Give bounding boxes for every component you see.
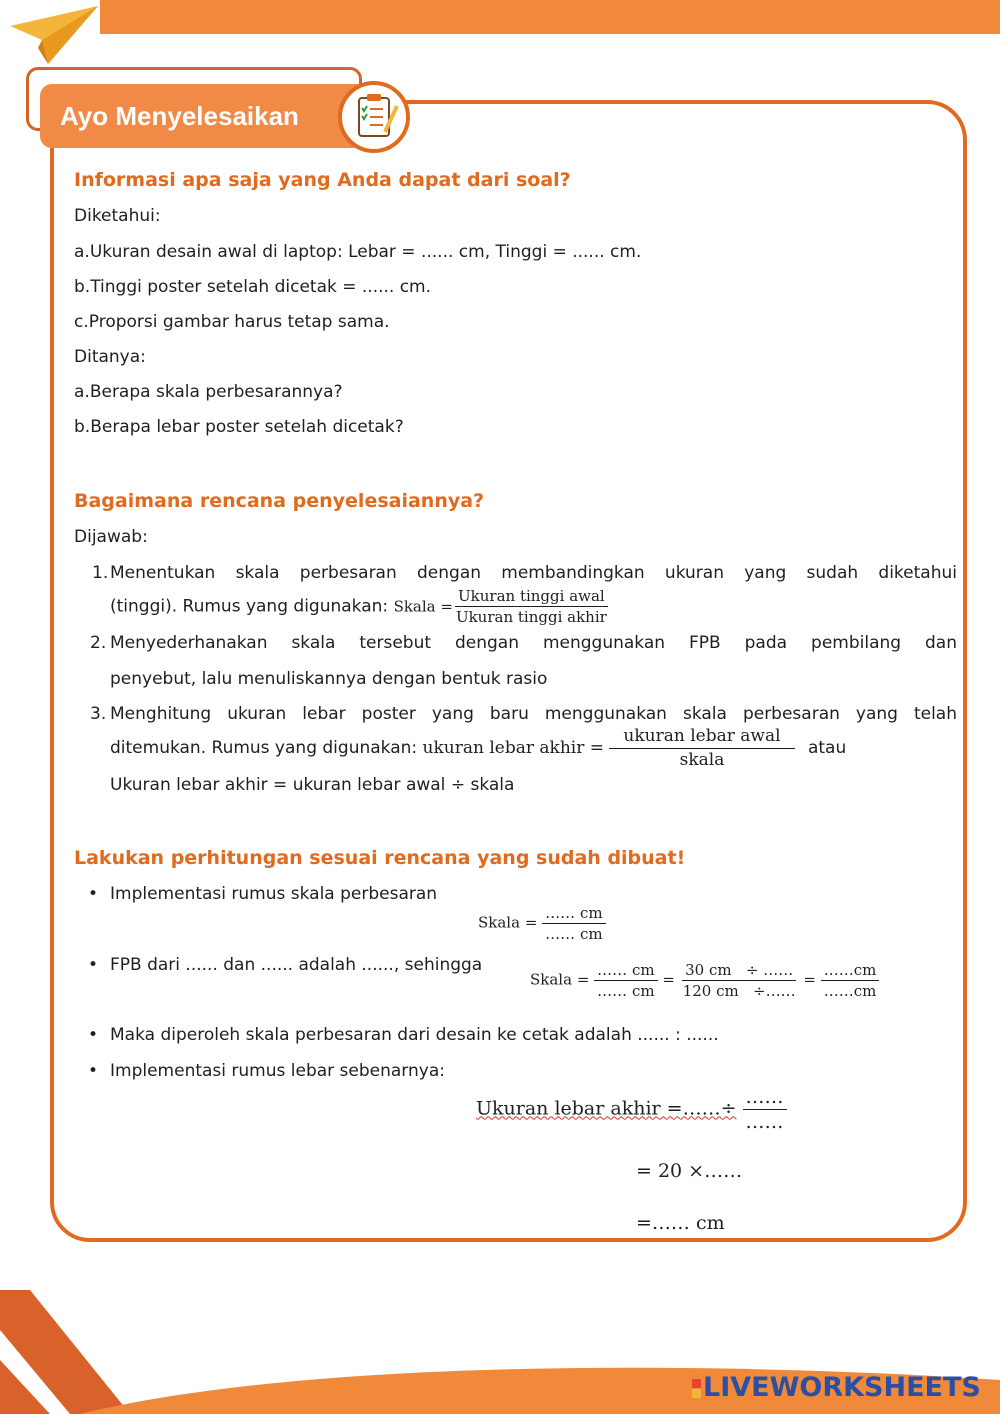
step-3-line-3: Ukuran lebar akhir = ukuran lebar awal ÷ skala: [110, 775, 515, 795]
fraction-numerator: …… cm: [594, 961, 657, 981]
fraction-denominator: 120 cm ÷……: [682, 982, 796, 1000]
known-item-b: b.Tinggi poster setelah dicetak = ...... cm.: [74, 277, 432, 297]
formula-lhs: Ukuran lebar akhir =……÷: [476, 1097, 737, 1120]
section-heading-informasi: Informasi apa saja yang Anda dapat dari soal?: [74, 169, 571, 191]
bullet-icon: •: [88, 1025, 99, 1045]
liveworksheets-logo: [692, 1372, 981, 1403]
step-2-line-2: penyebut, lalu menuliskannya dengan bentuk rasio: [110, 669, 548, 689]
top-banner-bar: [100, 0, 1000, 34]
step-number: 2.: [90, 633, 107, 653]
formula-lebar-fraction: [609, 726, 794, 770]
fraction-numerator: …… cm: [542, 904, 605, 924]
known-item-c: c.Proporsi gambar harus tetap sama.: [74, 312, 390, 332]
formula-fraction: [743, 1086, 787, 1133]
step-2-line-1: Menyederhanakan skala tersebut dengan menggunakan FPB pada pembilang dan: [110, 633, 957, 653]
formula-fpb-simplify: [530, 961, 879, 1000]
formula-skala-fraction: [453, 587, 610, 626]
paper-plane-icon: [8, 4, 100, 66]
fraction-numerator: Ukuran tinggi awal: [455, 587, 608, 607]
fraction-denominator: …… cm: [597, 982, 655, 1000]
formula-lebar-lhs: ukuran lebar akhir =: [422, 738, 604, 758]
step-3-line-1: Menghitung ukuran lebar poster yang baru menggunakan skala perbesaran yang telah: [110, 704, 957, 724]
question-a: a.Berapa skala perbesarannya?: [74, 382, 343, 402]
formula-lhs: Skala =: [530, 970, 590, 989]
step-number: 3.: [90, 704, 107, 724]
formula-lhs: Skala =: [478, 913, 538, 932]
formula-skala-lhs: Skala =: [393, 597, 453, 616]
fraction-numerator: ukuran lebar awal: [609, 726, 794, 749]
fraction-denominator: ……cm: [823, 982, 877, 1000]
step-3-line-2: [110, 726, 957, 770]
or-text: atau: [807, 738, 847, 758]
fraction-denominator: …… cm: [545, 925, 603, 943]
fraction-numerator: ……: [743, 1086, 787, 1110]
bullet-icon: •: [88, 955, 99, 975]
formula-skala-blank: [478, 904, 606, 943]
label-diketahui: Diketahui:: [74, 206, 161, 226]
calc-item-4: Implementasi rumus lebar sebenarnya:: [110, 1061, 445, 1081]
formula-fraction-3: [821, 961, 880, 1000]
label-dijawab: Dijawab:: [74, 527, 148, 547]
step-1-line-1: Menentukan skala perbesaran dengan membandingkan ukuran yang sudah diketahui: [110, 563, 957, 583]
calc-item-3: Maka diperoleh skala perbesaran dari desain ke cetak adalah ...... : ......: [110, 1025, 719, 1045]
question-b: b.Berapa lebar poster setelah dicetak?: [74, 417, 404, 437]
label-ditanya: Ditanya:: [74, 347, 146, 367]
logo-text: LIVEWORKSHEETS: [703, 1372, 981, 1403]
fraction-numerator: 30 cm ÷ ……: [682, 961, 796, 981]
formula-fraction-1: [594, 961, 657, 1000]
equals-sign: =: [662, 970, 675, 989]
formula-row-2: = 20 ×……: [636, 1160, 743, 1182]
bullet-icon: •: [88, 1061, 99, 1081]
fraction-numerator: ……cm: [821, 961, 880, 981]
section-tab-title: Ayo Menyelesaikan: [40, 84, 370, 148]
calc-item-2: FPB dari ...... dan ...... adalah ......, sehingga: [110, 955, 483, 975]
fraction-denominator: ……: [745, 1111, 784, 1133]
bullet-icon: •: [88, 884, 99, 904]
calc-item-1: Implementasi rumus skala perbesaran: [110, 884, 438, 904]
formula-row-3: =…… cm: [636, 1212, 725, 1234]
section-heading-rencana: Bagaimana rencana penyelesaiannya?: [74, 490, 485, 512]
known-item-a: a.Ukuran desain awal di laptop: Lebar = ...... cm, Tinggi = ...... cm.: [74, 242, 642, 262]
fraction-denominator: skala: [679, 750, 725, 770]
step-1-line-2: [110, 587, 957, 626]
formula-fraction: [542, 904, 605, 943]
formula-lebar-akhir: [476, 1086, 787, 1133]
section-heading-perhitungan: Lakukan perhitungan sesuai rencana yang sudah dibuat!: [74, 847, 686, 869]
clipboard-checklist-icon: [337, 80, 411, 154]
fraction-denominator: Ukuran tinggi akhir: [455, 608, 607, 626]
equals-sign: =: [803, 970, 816, 989]
step-number: 1.: [92, 563, 109, 583]
step-3-text: ditemukan. Rumus yang digunakan:: [110, 738, 418, 758]
formula-fraction-2: [680, 961, 799, 1000]
logo-blocks-icon: [692, 1379, 701, 1399]
step-1-text: (tinggi). Rumus yang digunakan:: [110, 596, 389, 617]
